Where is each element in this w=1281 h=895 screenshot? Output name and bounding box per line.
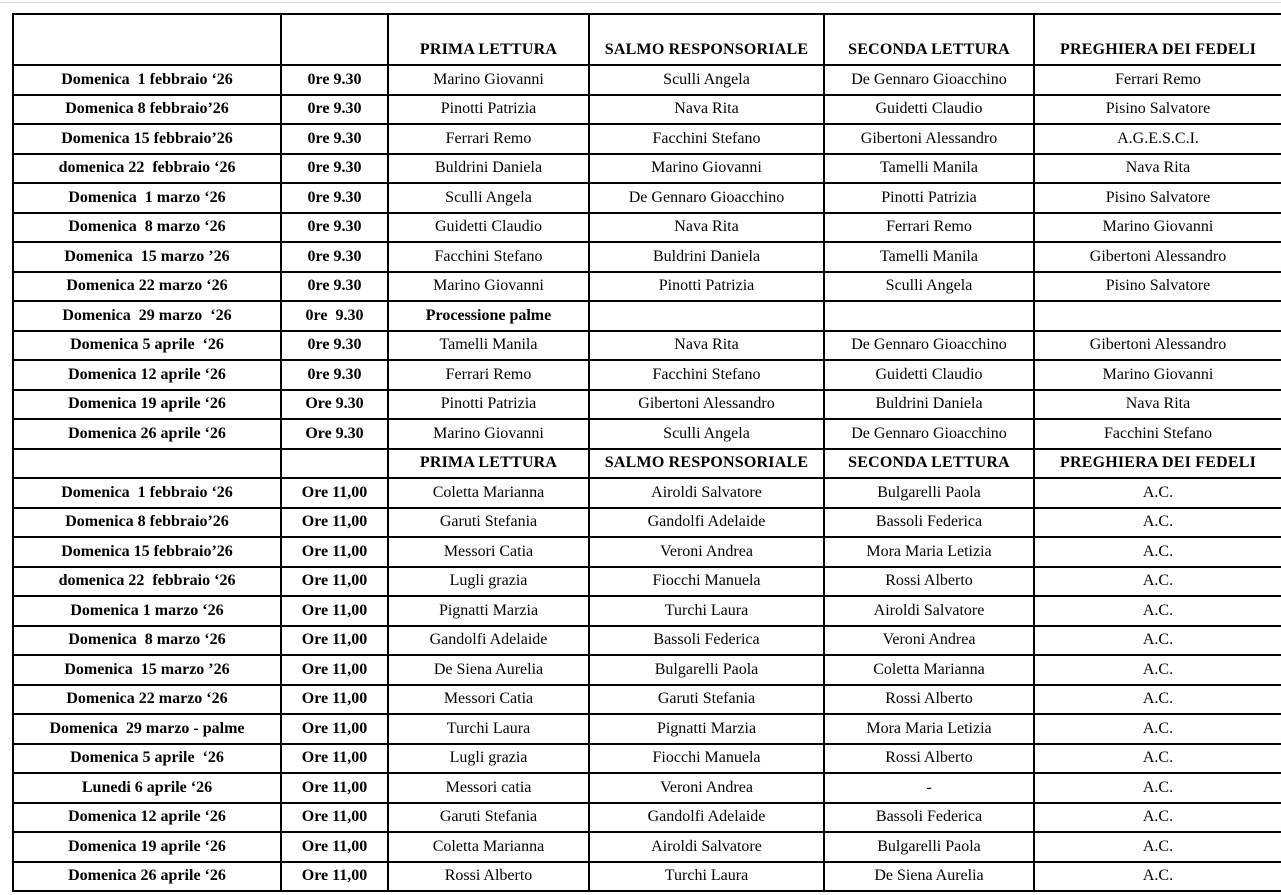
seconda-lettura-cell: Rossi Alberto — [824, 744, 1034, 774]
time-cell: 0re 9.30 — [281, 154, 388, 184]
preghiera-fedeli-cell: A.C. — [1034, 478, 1281, 508]
time-cell: Ore 9.30 — [281, 390, 388, 420]
date-cell: Domenica 12 aprile ‘26 — [13, 360, 281, 390]
schedule-row — [13, 655, 1281, 685]
seconda-lettura-cell: Gibertoni Alessandro — [824, 124, 1034, 154]
prima-lettura-cell: Rossi Alberto — [388, 862, 589, 892]
prima-lettura-cell: Pinotti Patrizia — [388, 390, 589, 420]
salmo-responsoriale-cell: Gandolfi Adelaide — [589, 803, 824, 833]
page-top-rule — [0, 2, 1281, 3]
preghiera-fedeli-cell: A.C. — [1034, 596, 1281, 626]
prima-lettura-cell: Pignatti Marzia — [388, 596, 589, 626]
seconda-lettura-cell: Veroni Andrea — [824, 626, 1034, 656]
salmo-responsoriale-cell: Airoldi Salvatore — [589, 478, 824, 508]
date-cell: Domenica 29 marzo - palme — [13, 714, 281, 744]
date-cell: Domenica 15 marzo ’26 — [13, 242, 281, 272]
prima-lettura-cell: De Siena Aurelia — [388, 655, 589, 685]
salmo-responsoriale-cell: De Gennaro Gioacchino — [589, 183, 824, 213]
schedule-row — [13, 596, 1281, 626]
preghiera-fedeli-cell: A.C. — [1034, 655, 1281, 685]
date-cell: Domenica 8 marzo ‘26 — [13, 626, 281, 656]
date-cell: Domenica 1 febbraio ‘26 — [13, 478, 281, 508]
prima-lettura-cell: Coletta Marianna — [388, 478, 589, 508]
prima-lettura-cell: Marino Giovanni — [388, 272, 589, 302]
time-cell: Ore 11,00 — [281, 567, 388, 597]
seconda-lettura-cell: Guidetti Claudio — [824, 95, 1034, 125]
schedule-row — [13, 154, 1281, 184]
preghiera-fedeli-cell: Nava Rita — [1034, 154, 1281, 184]
preghiera-fedeli-cell: A.C. — [1034, 773, 1281, 803]
column-header-salmo-responsoriale: SALMO RESPONSORIALE — [589, 14, 824, 65]
prima-lettura-cell: Coletta Marianna — [388, 832, 589, 862]
time-cell: Ore 11,00 — [281, 478, 388, 508]
prima-lettura-cell: Ferrari Remo — [388, 360, 589, 390]
schedule-row — [13, 714, 1281, 744]
date-cell: Domenica 1 marzo ‘26 — [13, 183, 281, 213]
prima-lettura-cell: Pinotti Patrizia — [388, 95, 589, 125]
date-cell: Domenica 1 marzo ‘26 — [13, 596, 281, 626]
date-cell: Domenica 8 febbraio’26 — [13, 508, 281, 538]
preghiera-fedeli-cell — [1034, 301, 1281, 331]
seconda-lettura-cell: Rossi Alberto — [824, 567, 1034, 597]
preghiera-fedeli-cell: Marino Giovanni — [1034, 213, 1281, 243]
preghiera-fedeli-cell: A.C. — [1034, 744, 1281, 774]
salmo-responsoriale-cell: Facchini Stefano — [589, 124, 824, 154]
salmo-responsoriale-cell — [589, 301, 824, 331]
schedule-row — [13, 213, 1281, 243]
time-cell: Ore 11,00 — [281, 773, 388, 803]
schedule-row — [13, 272, 1281, 302]
time-cell: Ore 11,00 — [281, 655, 388, 685]
date-cell: Domenica 26 aprile ‘26 — [13, 419, 281, 449]
time-cell: 0re 9.30 — [281, 301, 388, 331]
salmo-responsoriale-cell: Nava Rita — [589, 213, 824, 243]
time-cell: 0re 9.30 — [281, 331, 388, 361]
seconda-lettura-cell: Ferrari Remo — [824, 213, 1034, 243]
seconda-lettura-cell: Bulgarelli Paola — [824, 478, 1034, 508]
mass-readings-schedule-table — [12, 13, 1281, 892]
seconda-lettura-cell: Mora Maria Letizia — [824, 714, 1034, 744]
seconda-lettura-cell: Pinotti Patrizia — [824, 183, 1034, 213]
prima-lettura-cell: Lugli grazia — [388, 744, 589, 774]
date-cell: Domenica 15 marzo ’26 — [13, 655, 281, 685]
date-cell: Domenica 29 marzo ‘26 — [13, 301, 281, 331]
column-header-preghiera-dei-fedeli: PREGHIERA DEI FEDELI — [1034, 449, 1281, 479]
schedule-row — [13, 803, 1281, 833]
seconda-lettura-cell: - — [824, 773, 1034, 803]
preghiera-fedeli-cell: Pisino Salvatore — [1034, 95, 1281, 125]
column-header-prima-lettura: PRIMA LETTURA — [388, 14, 589, 65]
prima-lettura-cell: Sculli Angela — [388, 183, 589, 213]
schedule-table-body — [13, 14, 1281, 891]
schedule-row — [13, 478, 1281, 508]
header-time-empty-cell — [281, 449, 388, 479]
prima-lettura-cell: Processione palme — [388, 301, 589, 331]
prima-lettura-cell: Tamelli Manila — [388, 331, 589, 361]
prima-lettura-cell: Garuti Stefania — [388, 803, 589, 833]
salmo-responsoriale-cell: Sculli Angela — [589, 65, 824, 95]
salmo-responsoriale-cell: Bassoli Federica — [589, 626, 824, 656]
time-cell: Ore 11,00 — [281, 508, 388, 538]
seconda-lettura-cell: De Siena Aurelia — [824, 862, 1034, 892]
preghiera-fedeli-cell: Marino Giovanni — [1034, 360, 1281, 390]
schedule-row — [13, 390, 1281, 420]
preghiera-fedeli-cell: Pisino Salvatore — [1034, 272, 1281, 302]
prima-lettura-cell: Messori catia — [388, 773, 589, 803]
seconda-lettura-cell: Tamelli Manila — [824, 154, 1034, 184]
salmo-responsoriale-cell: Airoldi Salvatore — [589, 832, 824, 862]
salmo-responsoriale-cell: Facchini Stefano — [589, 360, 824, 390]
header-row — [13, 449, 1281, 479]
time-cell: Ore 9.30 — [281, 419, 388, 449]
schedule-row — [13, 537, 1281, 567]
prima-lettura-cell: Turchi Laura — [388, 714, 589, 744]
time-cell: 0re 9.30 — [281, 360, 388, 390]
seconda-lettura-cell: Tamelli Manila — [824, 242, 1034, 272]
seconda-lettura-cell: De Gennaro Gioacchino — [824, 419, 1034, 449]
time-cell: Ore 11,00 — [281, 744, 388, 774]
preghiera-fedeli-cell: Pisino Salvatore — [1034, 183, 1281, 213]
prima-lettura-cell: Messori Catia — [388, 537, 589, 567]
date-cell: Domenica 22 marzo ‘26 — [13, 272, 281, 302]
salmo-responsoriale-cell: Pinotti Patrizia — [589, 272, 824, 302]
seconda-lettura-cell: De Gennaro Gioacchino — [824, 331, 1034, 361]
schedule-row — [13, 567, 1281, 597]
preghiera-fedeli-cell: A.C. — [1034, 537, 1281, 567]
schedule-row — [13, 832, 1281, 862]
date-cell: domenica 22 febbraio ‘26 — [13, 567, 281, 597]
header-date-empty-cell — [13, 449, 281, 479]
time-cell: Ore 11,00 — [281, 714, 388, 744]
seconda-lettura-cell: Bassoli Federica — [824, 508, 1034, 538]
salmo-responsoriale-cell: Marino Giovanni — [589, 154, 824, 184]
time-cell: 0re 9.30 — [281, 213, 388, 243]
preghiera-fedeli-cell: Gibertoni Alessandro — [1034, 331, 1281, 361]
preghiera-fedeli-cell: A.C. — [1034, 508, 1281, 538]
time-cell: Ore 11,00 — [281, 537, 388, 567]
time-cell: Ore 11,00 — [281, 803, 388, 833]
preghiera-fedeli-cell: A.C. — [1034, 685, 1281, 715]
salmo-responsoriale-cell: Gandolfi Adelaide — [589, 508, 824, 538]
date-cell: Domenica 26 aprile ‘26 — [13, 862, 281, 892]
salmo-responsoriale-cell: Gibertoni Alessandro — [589, 390, 824, 420]
time-cell: Ore 11,00 — [281, 862, 388, 892]
schedule-row — [13, 360, 1281, 390]
date-cell: Domenica 15 febbraio’26 — [13, 537, 281, 567]
seconda-lettura-cell: Bulgarelli Paola — [824, 832, 1034, 862]
schedule-row — [13, 419, 1281, 449]
salmo-responsoriale-cell: Nava Rita — [589, 95, 824, 125]
date-cell: Domenica 8 febbraio’26 — [13, 95, 281, 125]
schedule-row — [13, 331, 1281, 361]
seconda-lettura-cell — [824, 301, 1034, 331]
header-time-empty-cell — [281, 14, 388, 65]
seconda-lettura-cell: Buldrini Daniela — [824, 390, 1034, 420]
preghiera-fedeli-cell: A.C. — [1034, 714, 1281, 744]
time-cell: Ore 11,00 — [281, 685, 388, 715]
schedule-row — [13, 301, 1281, 331]
preghiera-fedeli-cell: A.C. — [1034, 626, 1281, 656]
column-header-salmo-responsoriale: SALMO RESPONSORIALE — [589, 449, 824, 479]
prima-lettura-cell: Marino Giovanni — [388, 65, 589, 95]
date-cell: Domenica 19 aprile ‘26 — [13, 390, 281, 420]
schedule-row — [13, 773, 1281, 803]
schedule-row — [13, 744, 1281, 774]
header-date-empty-cell — [13, 14, 281, 65]
salmo-responsoriale-cell: Veroni Andrea — [589, 773, 824, 803]
seconda-lettura-cell: Bassoli Federica — [824, 803, 1034, 833]
seconda-lettura-cell: Rossi Alberto — [824, 685, 1034, 715]
schedule-row — [13, 124, 1281, 154]
schedule-row — [13, 685, 1281, 715]
date-cell: Domenica 8 marzo ‘26 — [13, 213, 281, 243]
prima-lettura-cell: Ferrari Remo — [388, 124, 589, 154]
preghiera-fedeli-cell: A.C. — [1034, 832, 1281, 862]
time-cell: 0re 9.30 — [281, 95, 388, 125]
schedule-row — [13, 862, 1281, 892]
date-cell: Domenica 1 febbraio ‘26 — [13, 65, 281, 95]
salmo-responsoriale-cell: Turchi Laura — [589, 862, 824, 892]
time-cell: 0re 9.30 — [281, 272, 388, 302]
preghiera-fedeli-cell: A.G.E.S.C.I. — [1034, 124, 1281, 154]
schedule-row — [13, 508, 1281, 538]
salmo-responsoriale-cell: Fiocchi Manuela — [589, 567, 824, 597]
seconda-lettura-cell: Sculli Angela — [824, 272, 1034, 302]
prima-lettura-cell: Marino Giovanni — [388, 419, 589, 449]
prima-lettura-cell: Facchini Stefano — [388, 242, 589, 272]
salmo-responsoriale-cell: Veroni Andrea — [589, 537, 824, 567]
salmo-responsoriale-cell: Turchi Laura — [589, 596, 824, 626]
date-cell: Domenica 22 marzo ‘26 — [13, 685, 281, 715]
schedule-row — [13, 95, 1281, 125]
preghiera-fedeli-cell: Facchini Stefano — [1034, 419, 1281, 449]
time-cell: Ore 11,00 — [281, 832, 388, 862]
header-row — [13, 14, 1281, 65]
column-header-seconda-lettura: SECONDA LETTURA — [824, 14, 1034, 65]
date-cell: Lunedi 6 aprile ‘26 — [13, 773, 281, 803]
salmo-responsoriale-cell: Garuti Stefania — [589, 685, 824, 715]
salmo-responsoriale-cell: Nava Rita — [589, 331, 824, 361]
schedule-row — [13, 183, 1281, 213]
prima-lettura-cell: Gandolfi Adelaide — [388, 626, 589, 656]
seconda-lettura-cell: De Gennaro Gioacchino — [824, 65, 1034, 95]
time-cell: 0re 9.30 — [281, 124, 388, 154]
preghiera-fedeli-cell: Nava Rita — [1034, 390, 1281, 420]
seconda-lettura-cell: Guidetti Claudio — [824, 360, 1034, 390]
schedule-row — [13, 242, 1281, 272]
column-header-preghiera-dei-fedeli: PREGHIERA DEI FEDELI — [1034, 14, 1281, 65]
schedule-row — [13, 65, 1281, 95]
date-cell: Domenica 12 aprile ‘26 — [13, 803, 281, 833]
preghiera-fedeli-cell: A.C. — [1034, 803, 1281, 833]
time-cell: Ore 11,00 — [281, 596, 388, 626]
salmo-responsoriale-cell: Fiocchi Manuela — [589, 744, 824, 774]
seconda-lettura-cell: Airoldi Salvatore — [824, 596, 1034, 626]
prima-lettura-cell: Lugli grazia — [388, 567, 589, 597]
preghiera-fedeli-cell: A.C. — [1034, 862, 1281, 892]
date-cell: domenica 22 febbraio ‘26 — [13, 154, 281, 184]
prima-lettura-cell: Guidetti Claudio — [388, 213, 589, 243]
time-cell: 0re 9.30 — [281, 183, 388, 213]
date-cell: Domenica 5 aprile ‘26 — [13, 744, 281, 774]
preghiera-fedeli-cell: Gibertoni Alessandro — [1034, 242, 1281, 272]
prima-lettura-cell: Garuti Stefania — [388, 508, 589, 538]
date-cell: Domenica 19 aprile ‘26 — [13, 832, 281, 862]
date-cell: Domenica 15 febbraio’26 — [13, 124, 281, 154]
schedule-row — [13, 626, 1281, 656]
date-cell: Domenica 5 aprile ‘26 — [13, 331, 281, 361]
salmo-responsoriale-cell: Sculli Angela — [589, 419, 824, 449]
preghiera-fedeli-cell: Ferrari Remo — [1034, 65, 1281, 95]
time-cell: 0re 9.30 — [281, 65, 388, 95]
salmo-responsoriale-cell: Bulgarelli Paola — [589, 655, 824, 685]
prima-lettura-cell: Messori Catia — [388, 685, 589, 715]
time-cell: Ore 11,00 — [281, 626, 388, 656]
seconda-lettura-cell: Mora Maria Letizia — [824, 537, 1034, 567]
prima-lettura-cell: Buldrini Daniela — [388, 154, 589, 184]
salmo-responsoriale-cell: Pignatti Marzia — [589, 714, 824, 744]
time-cell: 0re 9.30 — [281, 242, 388, 272]
seconda-lettura-cell: Coletta Marianna — [824, 655, 1034, 685]
column-header-seconda-lettura: SECONDA LETTURA — [824, 449, 1034, 479]
salmo-responsoriale-cell: Buldrini Daniela — [589, 242, 824, 272]
preghiera-fedeli-cell: A.C. — [1034, 567, 1281, 597]
column-header-prima-lettura: PRIMA LETTURA — [388, 449, 589, 479]
